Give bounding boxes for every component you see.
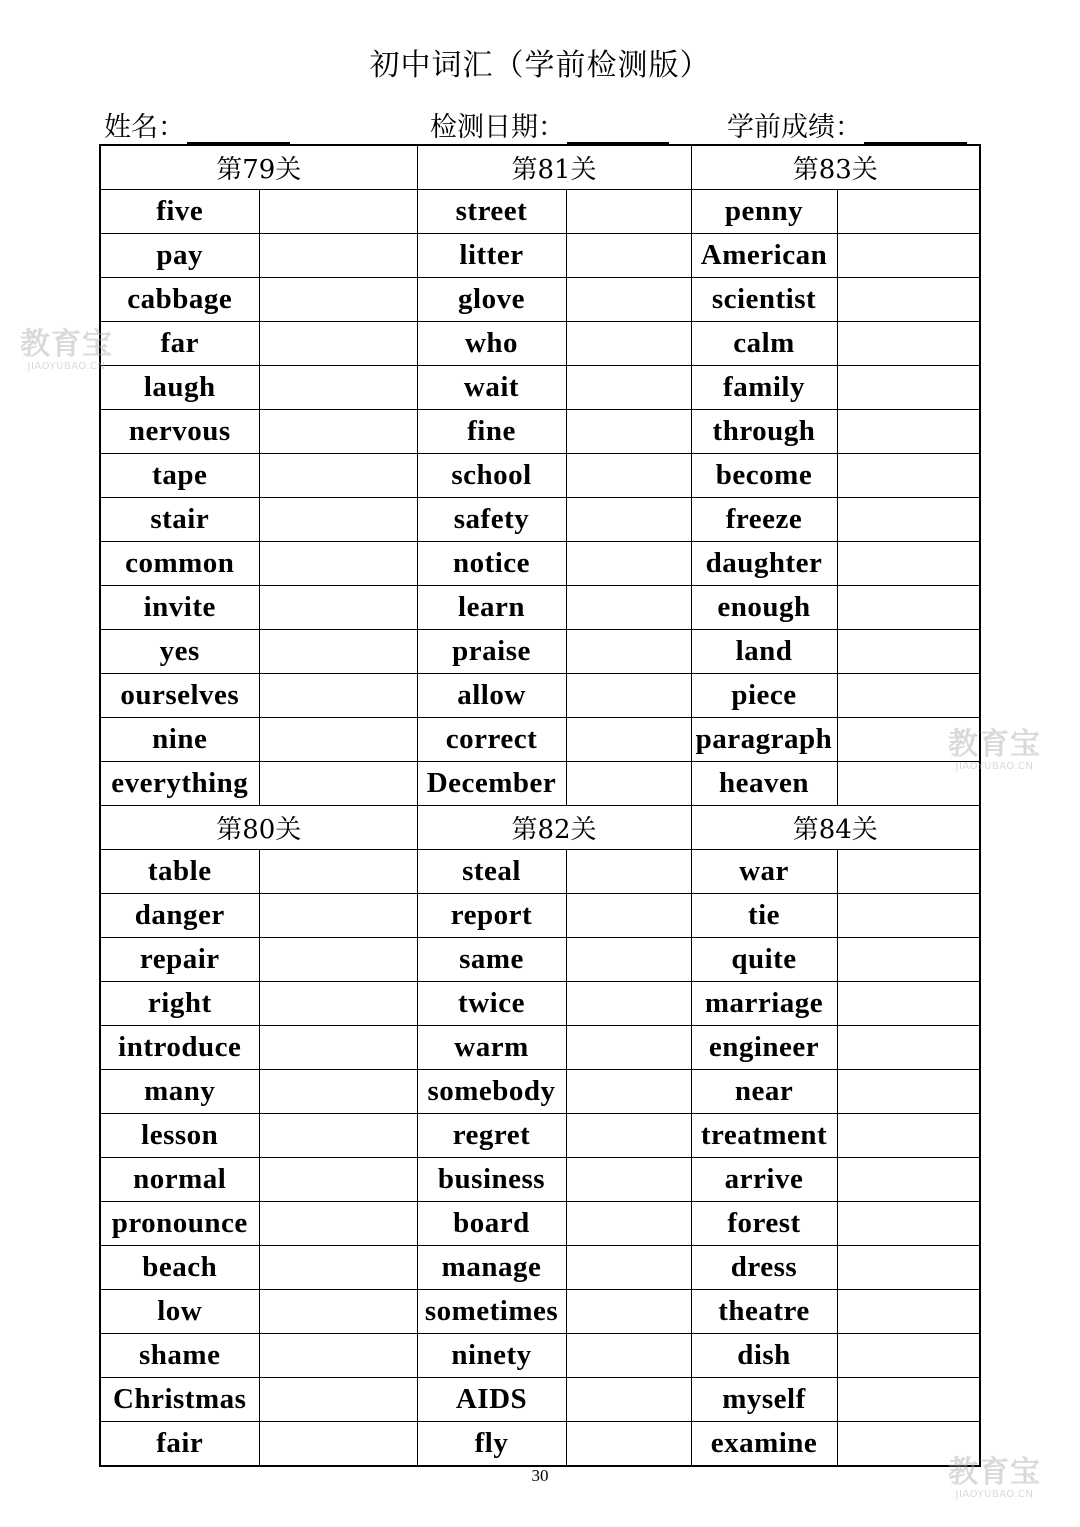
vocab-word: many	[100, 1070, 259, 1114]
vocab-word: steal	[417, 850, 566, 894]
answer-cell[interactable]	[259, 850, 417, 894]
name-label: 姓名：	[104, 112, 185, 143]
vocab-word: right	[100, 982, 259, 1026]
answer-cell[interactable]	[837, 234, 980, 278]
vocab-row	[100, 982, 980, 1026]
test-date-field	[430, 105, 669, 144]
vocab-word: glove	[417, 278, 566, 322]
answer-cell[interactable]	[259, 1378, 417, 1422]
answer-cell[interactable]	[837, 674, 980, 718]
vocab-word: business	[417, 1158, 566, 1202]
vocab-word: manage	[417, 1246, 566, 1290]
vocab-word: yes	[100, 630, 259, 674]
vocab-word: board	[417, 1202, 566, 1246]
answer-cell[interactable]	[837, 1026, 980, 1070]
answer-cell[interactable]	[259, 982, 417, 1026]
vocab-row	[100, 894, 980, 938]
vocab-row	[100, 322, 980, 366]
vocab-row	[100, 586, 980, 630]
vocab-word: arrive	[691, 1158, 837, 1202]
vocab-word: somebody	[417, 1070, 566, 1114]
vocab-row	[100, 1334, 980, 1378]
vocab-word: danger	[100, 894, 259, 938]
vocab-word: far	[100, 322, 259, 366]
vocab-word: notice	[417, 542, 566, 586]
vocab-word: report	[417, 894, 566, 938]
vocab-word: dress	[691, 1246, 837, 1290]
answer-cell[interactable]	[259, 762, 417, 806]
test-date-blank[interactable]	[567, 114, 669, 144]
answer-cell[interactable]	[259, 410, 417, 454]
vocab-word: shame	[100, 1334, 259, 1378]
answer-cell[interactable]	[259, 1026, 417, 1070]
vocab-word: correct	[417, 718, 566, 762]
name-field	[104, 105, 290, 144]
score-blank[interactable]	[864, 114, 967, 144]
vocab-word: learn	[417, 586, 566, 630]
vocab-row	[100, 410, 980, 454]
answer-cell[interactable]	[259, 454, 417, 498]
answer-cell[interactable]	[837, 586, 980, 630]
answer-cell[interactable]	[566, 718, 691, 762]
answer-cell[interactable]	[259, 1422, 417, 1467]
answer-cell[interactable]	[837, 1246, 980, 1290]
answer-cell[interactable]	[566, 1026, 691, 1070]
page-title: 初中词汇（学前检测版）	[369, 48, 711, 83]
vocab-row	[100, 1290, 980, 1334]
answer-cell[interactable]	[259, 1070, 417, 1114]
vocab-word: invite	[100, 586, 259, 630]
answer-cell[interactable]	[837, 630, 980, 674]
answer-cell[interactable]	[259, 322, 417, 366]
vocab-word: freeze	[691, 498, 837, 542]
vocab-word: stair	[100, 498, 259, 542]
answer-cell[interactable]	[259, 1202, 417, 1246]
vocab-word: American	[691, 234, 837, 278]
vocab-word: regret	[417, 1114, 566, 1158]
answer-cell[interactable]	[837, 542, 980, 586]
vocab-word: theatre	[691, 1290, 837, 1334]
vocab-row	[100, 1202, 980, 1246]
vocab-word: tape	[100, 454, 259, 498]
vocab-row	[100, 542, 980, 586]
answer-cell[interactable]	[566, 1114, 691, 1158]
vocab-word: marriage	[691, 982, 837, 1026]
test-date-label: 检测日期：	[430, 112, 565, 143]
watermark-logo: 教育宝	[948, 727, 1041, 762]
answer-cell[interactable]	[566, 1334, 691, 1378]
answer-cell[interactable]	[259, 278, 417, 322]
answer-cell[interactable]	[566, 234, 691, 278]
answer-cell[interactable]	[837, 1422, 980, 1467]
vocab-row	[100, 938, 980, 982]
answer-cell[interactable]	[566, 1158, 691, 1202]
level-header: 第84关	[691, 806, 980, 850]
name-blank[interactable]	[187, 114, 290, 144]
vocab-word: repair	[100, 938, 259, 982]
answer-cell[interactable]	[566, 674, 691, 718]
vocab-word: December	[417, 762, 566, 806]
vocab-word: safety	[417, 498, 566, 542]
vocab-word: enough	[691, 586, 837, 630]
answer-cell[interactable]	[837, 982, 980, 1026]
vocab-row	[100, 850, 980, 894]
vocab-word: fair	[100, 1422, 259, 1467]
vocab-word: calm	[691, 322, 837, 366]
answer-cell[interactable]	[837, 454, 980, 498]
vocab-word: scientist	[691, 278, 837, 322]
vocab-word: fine	[417, 410, 566, 454]
answer-cell[interactable]	[566, 938, 691, 982]
vocab-word: ninety	[417, 1334, 566, 1378]
level-header-row	[100, 806, 980, 850]
vocab-word: street	[417, 190, 566, 234]
level-header: 第82关	[417, 806, 691, 850]
answer-cell[interactable]	[837, 850, 980, 894]
vocab-word: family	[691, 366, 837, 410]
answer-cell[interactable]	[837, 1114, 980, 1158]
vocab-word: same	[417, 938, 566, 982]
answer-cell[interactable]	[837, 366, 980, 410]
answer-cell[interactable]	[837, 410, 980, 454]
answer-cell[interactable]	[837, 894, 980, 938]
answer-cell[interactable]	[259, 1158, 417, 1202]
vocab-word: AIDS	[417, 1378, 566, 1422]
vocab-row	[100, 1246, 980, 1290]
vocab-word: become	[691, 454, 837, 498]
vocab-word: ourselves	[100, 674, 259, 718]
vocab-word: heaven	[691, 762, 837, 806]
vocab-row	[100, 630, 980, 674]
vocab-word: common	[100, 542, 259, 586]
vocab-row	[100, 1378, 980, 1422]
answer-cell[interactable]	[837, 322, 980, 366]
level-header: 第81关	[417, 145, 691, 190]
answer-cell[interactable]	[566, 498, 691, 542]
vocab-word: school	[417, 454, 566, 498]
vocab-row	[100, 1026, 980, 1070]
answer-cell[interactable]	[566, 1202, 691, 1246]
vocab-word: laugh	[100, 366, 259, 410]
answer-cell[interactable]	[259, 938, 417, 982]
vocab-word: treatment	[691, 1114, 837, 1158]
answer-cell[interactable]	[259, 366, 417, 410]
answer-cell[interactable]	[259, 542, 417, 586]
vocab-word: low	[100, 1290, 259, 1334]
vocab-word: table	[100, 850, 259, 894]
vocab-word: myself	[691, 1378, 837, 1422]
answer-cell[interactable]	[837, 278, 980, 322]
answer-cell[interactable]	[566, 322, 691, 366]
answer-cell[interactable]	[566, 982, 691, 1026]
level-header: 第80关	[100, 806, 417, 850]
vocab-word: through	[691, 410, 837, 454]
vocab-word: war	[691, 850, 837, 894]
vocab-word: quite	[691, 938, 837, 982]
vocab-word: introduce	[100, 1026, 259, 1070]
watermark-url: JIAOYUBAO.CN	[955, 1489, 1034, 1500]
vocab-word: examine	[691, 1422, 837, 1467]
vocab-row	[100, 234, 980, 278]
answer-cell[interactable]	[837, 1158, 980, 1202]
score-label: 学前成绩：	[727, 112, 862, 143]
vocab-word: penny	[691, 190, 837, 234]
vocab-row	[100, 1114, 980, 1158]
answer-cell[interactable]	[259, 718, 417, 762]
answer-cell[interactable]	[259, 630, 417, 674]
page-number: 30	[531, 1466, 549, 1485]
answer-cell[interactable]	[837, 1290, 980, 1334]
vocab-word: Christmas	[100, 1378, 259, 1422]
vocab-row	[100, 454, 980, 498]
answer-cell[interactable]	[837, 1202, 980, 1246]
answer-cell[interactable]	[259, 1114, 417, 1158]
answer-cell[interactable]	[566, 410, 691, 454]
level-header-row	[100, 145, 980, 190]
vocab-word: pronounce	[100, 1202, 259, 1246]
answer-cell[interactable]	[837, 718, 980, 762]
answer-cell[interactable]	[837, 762, 980, 806]
answer-cell[interactable]	[259, 674, 417, 718]
vocab-word: lesson	[100, 1114, 259, 1158]
student-info-row	[0, 105, 1080, 145]
answer-cell[interactable]	[566, 894, 691, 938]
answer-cell[interactable]	[566, 762, 691, 806]
watermark-url: JIAOYUBAO.CN	[955, 761, 1034, 772]
watermark-url: JIAOYUBAO.CN	[27, 361, 106, 372]
vocab-row	[100, 1070, 980, 1114]
answer-cell[interactable]	[259, 1246, 417, 1290]
vocab-word: allow	[417, 674, 566, 718]
answer-cell[interactable]	[566, 630, 691, 674]
answer-cell[interactable]	[837, 498, 980, 542]
answer-cell[interactable]	[259, 894, 417, 938]
vocab-row	[100, 366, 980, 410]
level-header: 第83关	[691, 145, 980, 190]
vocab-row	[100, 1422, 980, 1467]
answer-cell[interactable]	[566, 454, 691, 498]
vocab-row	[100, 762, 980, 806]
vocab-word: wait	[417, 366, 566, 410]
vocab-word: warm	[417, 1026, 566, 1070]
score-field	[727, 105, 967, 144]
vocab-word: land	[691, 630, 837, 674]
answer-cell[interactable]	[566, 1378, 691, 1422]
answer-cell[interactable]	[837, 1070, 980, 1114]
answer-cell[interactable]	[566, 278, 691, 322]
vocab-word: twice	[417, 982, 566, 1026]
vocab-row	[100, 1158, 980, 1202]
answer-cell[interactable]	[259, 498, 417, 542]
answer-cell[interactable]	[837, 1378, 980, 1422]
watermark-logo: 教育宝	[948, 1455, 1041, 1490]
vocab-word: five	[100, 190, 259, 234]
answer-cell[interactable]	[837, 938, 980, 982]
answer-cell[interactable]	[837, 1334, 980, 1378]
vocab-word: who	[417, 322, 566, 366]
answer-cell[interactable]	[566, 1070, 691, 1114]
vocab-row	[100, 674, 980, 718]
answer-cell[interactable]	[566, 1246, 691, 1290]
answer-cell[interactable]	[566, 586, 691, 630]
vocab-word: piece	[691, 674, 837, 718]
vocab-word: sometimes	[417, 1290, 566, 1334]
vocab-word: normal	[100, 1158, 259, 1202]
answer-cell[interactable]	[259, 234, 417, 278]
vocab-word: tie	[691, 894, 837, 938]
vocab-word: forest	[691, 1202, 837, 1246]
vocabulary-table	[99, 144, 981, 1467]
vocab-word: near	[691, 1070, 837, 1114]
vocab-word: engineer	[691, 1026, 837, 1070]
vocab-word: daughter	[691, 542, 837, 586]
answer-cell[interactable]	[566, 190, 691, 234]
answer-cell[interactable]	[837, 190, 980, 234]
vocab-word: pay	[100, 234, 259, 278]
level-header: 第79关	[100, 145, 417, 190]
vocab-word: beach	[100, 1246, 259, 1290]
answer-cell[interactable]	[566, 1422, 691, 1467]
answer-cell[interactable]	[259, 586, 417, 630]
vocab-word: litter	[417, 234, 566, 278]
vocab-word: everything	[100, 762, 259, 806]
vocab-word: fly	[417, 1422, 566, 1467]
vocab-word: nine	[100, 718, 259, 762]
watermark-logo: 教育宝	[20, 327, 113, 362]
answer-cell[interactable]	[566, 542, 691, 586]
vocab-word: cabbage	[100, 278, 259, 322]
vocab-row	[100, 718, 980, 762]
answer-cell[interactable]	[566, 366, 691, 410]
answer-cell[interactable]	[259, 1290, 417, 1334]
answer-cell[interactable]	[259, 1334, 417, 1378]
vocab-word: nervous	[100, 410, 259, 454]
answer-cell[interactable]	[566, 1290, 691, 1334]
vocab-row	[100, 190, 980, 234]
vocab-word: dish	[691, 1334, 837, 1378]
vocab-row	[100, 278, 980, 322]
vocab-word: praise	[417, 630, 566, 674]
answer-cell[interactable]	[566, 850, 691, 894]
answer-cell[interactable]	[259, 190, 417, 234]
vocab-row	[100, 498, 980, 542]
vocab-word: paragraph	[691, 718, 837, 762]
